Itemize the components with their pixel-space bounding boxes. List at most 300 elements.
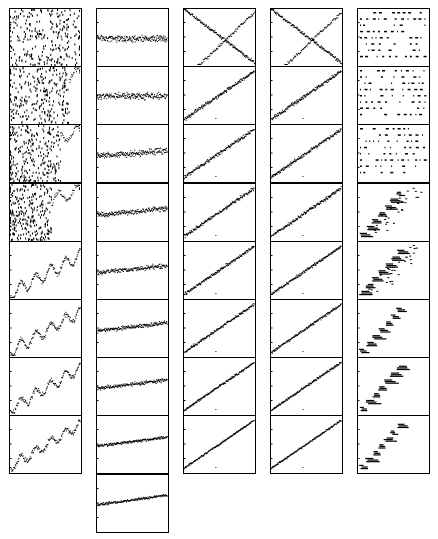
data-point (158, 324, 159, 325)
data-point (167, 94, 168, 95)
data-point (69, 374, 70, 375)
data-point (64, 372, 65, 373)
data-point (114, 387, 115, 388)
data-point (40, 334, 41, 335)
data-point (154, 269, 155, 270)
data-point (61, 132, 62, 133)
data-point (208, 102, 209, 103)
data-point (59, 44, 60, 46)
data-point (192, 172, 193, 173)
data-point (76, 258, 77, 259)
data-point (14, 53, 15, 55)
data-point (10, 73, 11, 75)
data-point (51, 10, 52, 12)
data-point (152, 266, 153, 267)
data-point (232, 33, 233, 34)
data-point (203, 223, 204, 224)
data-point (109, 154, 110, 155)
data-point (32, 160, 33, 162)
data-point (247, 252, 248, 253)
data-point (223, 268, 224, 269)
data-point (18, 207, 19, 209)
data-point (55, 194, 56, 195)
data-point (110, 330, 111, 331)
data-point (10, 210, 11, 212)
data-point (230, 34, 231, 35)
data-point (164, 321, 165, 322)
data-point (129, 155, 130, 156)
data-point (226, 91, 227, 92)
data-point (28, 143, 29, 145)
data-point (61, 381, 62, 382)
data-point (57, 90, 58, 92)
data-point (14, 127, 15, 129)
data-point (21, 400, 22, 401)
data-point (159, 380, 160, 381)
data-point (51, 196, 52, 198)
data-point (33, 278, 34, 279)
data-point (185, 175, 186, 176)
data-point (28, 461, 29, 462)
data-point (143, 41, 144, 42)
data-point (152, 208, 153, 209)
data-point (101, 153, 102, 154)
data-point (161, 264, 162, 265)
data-point (246, 76, 247, 77)
data-point (28, 231, 29, 233)
data-point (134, 328, 135, 329)
data-point (216, 273, 217, 274)
data-point (16, 167, 17, 169)
data-point (45, 280, 46, 281)
data-point (198, 19, 199, 20)
data-point (230, 35, 231, 36)
data-point (62, 88, 63, 90)
data-point (199, 283, 200, 284)
data-point (38, 275, 39, 276)
data-point (78, 67, 79, 68)
data-point (39, 448, 40, 449)
data-point (79, 420, 80, 421)
data-point (254, 304, 255, 305)
data-point (48, 237, 49, 239)
data-point (119, 328, 120, 329)
data-point (37, 330, 38, 331)
data-point (158, 40, 159, 41)
data-point (51, 188, 52, 190)
data-point (11, 194, 12, 196)
data-point (35, 109, 36, 111)
data-point (34, 274, 35, 275)
data-point (132, 94, 133, 95)
data-point (132, 155, 133, 156)
data-point (118, 270, 119, 271)
data-point (37, 206, 38, 208)
data-point (137, 382, 138, 383)
data-point (54, 165, 55, 167)
data-point (63, 375, 64, 376)
data-point (65, 72, 66, 74)
data-point (129, 97, 130, 98)
data-point (76, 26, 77, 28)
data-point (74, 262, 75, 263)
data-point (48, 230, 49, 232)
data-point (43, 452, 44, 453)
data-point (146, 265, 147, 266)
data-point (65, 429, 66, 430)
data-point (31, 226, 32, 228)
data-point (37, 133, 38, 135)
data-point (245, 78, 246, 79)
data-point (165, 208, 166, 209)
data-point (217, 270, 218, 271)
data-point (23, 341, 24, 342)
data-point (159, 208, 160, 209)
data-point (25, 227, 26, 229)
data-point (51, 171, 52, 173)
data-point (162, 268, 163, 269)
data-point (164, 322, 165, 323)
data-point (49, 326, 50, 327)
data-point (47, 224, 48, 226)
data-point (139, 324, 140, 325)
data-point (204, 24, 205, 25)
data-point (36, 238, 37, 240)
data-point (147, 497, 148, 498)
data-point (225, 150, 226, 151)
data-point (54, 325, 55, 326)
data-point (37, 239, 38, 241)
data-point (72, 321, 73, 322)
data-point (33, 64, 34, 66)
data-point (10, 355, 11, 356)
data-point (38, 446, 39, 447)
data-point (138, 153, 139, 154)
data-point (254, 246, 255, 247)
data-point (56, 330, 57, 331)
data-point (189, 12, 190, 13)
data-point (32, 233, 33, 235)
data-point (11, 214, 12, 216)
data-point (156, 95, 157, 96)
data-point (75, 26, 76, 28)
data-point (133, 326, 134, 327)
data-point (130, 384, 131, 385)
data-point (16, 292, 17, 293)
data-point (207, 103, 208, 104)
data-point (14, 117, 15, 119)
data-point (79, 364, 80, 365)
data-point (141, 154, 142, 155)
data-point (138, 40, 139, 41)
data-point (46, 89, 47, 91)
data-point (159, 381, 160, 382)
data-point (125, 213, 126, 214)
panel-frame (10, 358, 82, 416)
data-point (139, 154, 140, 155)
data-point (16, 68, 17, 70)
panel-col1-row3 (10, 125, 82, 183)
data-point (157, 41, 158, 42)
data-point (26, 170, 27, 172)
data-point (34, 86, 35, 88)
data-point (113, 269, 114, 270)
data-point (22, 338, 23, 339)
data-point (57, 276, 58, 277)
data-point (12, 224, 13, 226)
data-point (53, 67, 54, 69)
data-point (42, 339, 43, 340)
data-point (18, 151, 19, 153)
data-point (17, 347, 18, 348)
data-point (13, 104, 14, 106)
data-point (149, 269, 150, 270)
data-point (80, 363, 81, 364)
data-point (217, 99, 218, 100)
data-point (21, 75, 22, 77)
data-point (41, 163, 42, 165)
data-point (20, 70, 21, 72)
data-point (118, 269, 119, 270)
data-point (189, 115, 190, 116)
data-point (153, 35, 154, 36)
data-point (162, 207, 163, 208)
data-point (30, 83, 31, 85)
data-point (132, 42, 133, 43)
data-point (16, 230, 17, 232)
data-point (103, 37, 104, 38)
data-point (49, 97, 50, 99)
data-point (161, 382, 162, 383)
data-point (223, 210, 224, 211)
data-point (160, 35, 161, 36)
data-point (33, 150, 34, 152)
data-point (241, 313, 242, 314)
data-point (49, 128, 50, 130)
data-point (158, 38, 159, 39)
data-point (58, 164, 59, 166)
data-point (250, 133, 251, 134)
data-point (164, 211, 165, 212)
data-point (156, 39, 157, 40)
data-point (31, 54, 32, 56)
data-point (34, 103, 35, 105)
data-point (116, 93, 117, 94)
data-point (145, 36, 146, 37)
data-point (102, 214, 103, 215)
data-point (218, 44, 219, 45)
data-point (27, 147, 28, 149)
data-point (62, 264, 63, 265)
panel-frame (97, 9, 169, 67)
data-point (20, 237, 21, 239)
data-point (28, 149, 29, 151)
data-point (238, 138, 239, 139)
data-point (71, 74, 72, 75)
data-point (109, 94, 110, 95)
data-point (54, 326, 55, 327)
data-point (39, 106, 40, 108)
data-point (23, 156, 24, 158)
data-point (147, 151, 148, 152)
data-point (154, 495, 155, 496)
data-point (251, 306, 252, 307)
data-point (32, 211, 33, 213)
data-point (23, 104, 24, 106)
data-point (145, 39, 146, 40)
data-point (194, 287, 195, 288)
data-point (126, 502, 127, 503)
data-point (209, 101, 210, 102)
data-point (97, 271, 98, 272)
data-point (220, 35, 221, 36)
data-point (23, 284, 24, 285)
data-point (159, 150, 160, 151)
data-point (119, 40, 120, 41)
data-point (47, 9, 48, 11)
data-point (51, 378, 52, 379)
data-point (44, 88, 45, 90)
data-point (109, 388, 110, 389)
data-point (24, 170, 25, 172)
data-point (47, 155, 48, 157)
data-point (254, 188, 255, 189)
data-point (40, 105, 41, 107)
data-point (27, 162, 28, 164)
data-point (61, 56, 62, 58)
data-point (75, 316, 76, 317)
data-point (36, 198, 37, 200)
data-point (70, 377, 71, 378)
data-point (159, 37, 160, 38)
data-point (248, 132, 249, 133)
data-point (22, 146, 23, 148)
data-point (165, 98, 166, 99)
data-point (70, 37, 71, 39)
panel-frame (184, 184, 256, 242)
data-point (29, 169, 30, 171)
data-point (57, 62, 58, 64)
data-point (146, 93, 147, 94)
data-point (29, 16, 30, 18)
data-point (115, 156, 116, 157)
data-point (137, 500, 138, 501)
data-point (209, 278, 210, 279)
data-point (164, 39, 165, 40)
data-point (34, 393, 35, 394)
data-point (44, 161, 45, 163)
data-point (67, 24, 68, 26)
data-point (107, 94, 108, 95)
data-point (232, 261, 233, 262)
data-point (46, 56, 47, 58)
data-point (34, 135, 35, 137)
data-point (231, 145, 232, 146)
data-point (220, 46, 221, 47)
data-point (57, 114, 58, 116)
data-point (49, 324, 50, 325)
data-point (20, 234, 21, 236)
data-point (10, 16, 11, 18)
data-point (50, 148, 51, 150)
data-point (151, 210, 152, 211)
data-point (17, 405, 18, 406)
data-point (43, 131, 44, 133)
data-point (54, 61, 55, 63)
data-point (25, 207, 26, 209)
data-point (30, 157, 31, 159)
data-point (200, 283, 201, 284)
data-point (77, 311, 78, 312)
data-point (18, 286, 19, 287)
data-point (137, 209, 138, 210)
data-point (43, 46, 44, 48)
data-point (135, 381, 136, 382)
data-point (28, 189, 29, 191)
data-point (112, 36, 113, 37)
data-point (113, 271, 114, 272)
data-point (51, 438, 52, 439)
data-point (143, 151, 144, 152)
data-point (38, 125, 39, 127)
data-point (29, 459, 30, 460)
data-point (52, 325, 53, 326)
data-point (122, 269, 123, 270)
data-point (209, 336, 210, 337)
data-point (236, 141, 237, 142)
panel-frame (10, 125, 82, 183)
data-point (97, 95, 98, 96)
data-point (135, 154, 136, 155)
data-point (126, 443, 127, 444)
data-point (74, 20, 75, 22)
data-point (216, 96, 217, 97)
data-point (190, 114, 191, 115)
data-point (32, 239, 33, 241)
data-point (27, 291, 28, 292)
data-point (39, 82, 40, 84)
data-point (30, 56, 31, 58)
data-point (124, 211, 125, 212)
data-point (65, 370, 66, 371)
data-point (46, 331, 47, 332)
data-point (23, 285, 24, 286)
data-point (141, 210, 142, 211)
data-point (77, 185, 78, 186)
data-point (250, 16, 251, 17)
data-point (10, 352, 11, 353)
data-point (116, 42, 117, 43)
data-point (64, 69, 65, 71)
data-point (13, 117, 14, 119)
data-point (33, 393, 34, 394)
data-point (19, 60, 20, 62)
data-point (153, 381, 154, 382)
data-point (30, 89, 31, 91)
data-point (122, 37, 123, 38)
data-point (49, 104, 50, 106)
data-point (123, 96, 124, 97)
data-point (43, 237, 44, 239)
data-point (165, 210, 166, 211)
data-point (77, 186, 78, 187)
data-point (131, 41, 132, 42)
data-point (109, 157, 110, 158)
data-point (52, 23, 53, 25)
data-point (115, 501, 116, 502)
data-point (131, 384, 132, 385)
data-point (52, 26, 53, 28)
